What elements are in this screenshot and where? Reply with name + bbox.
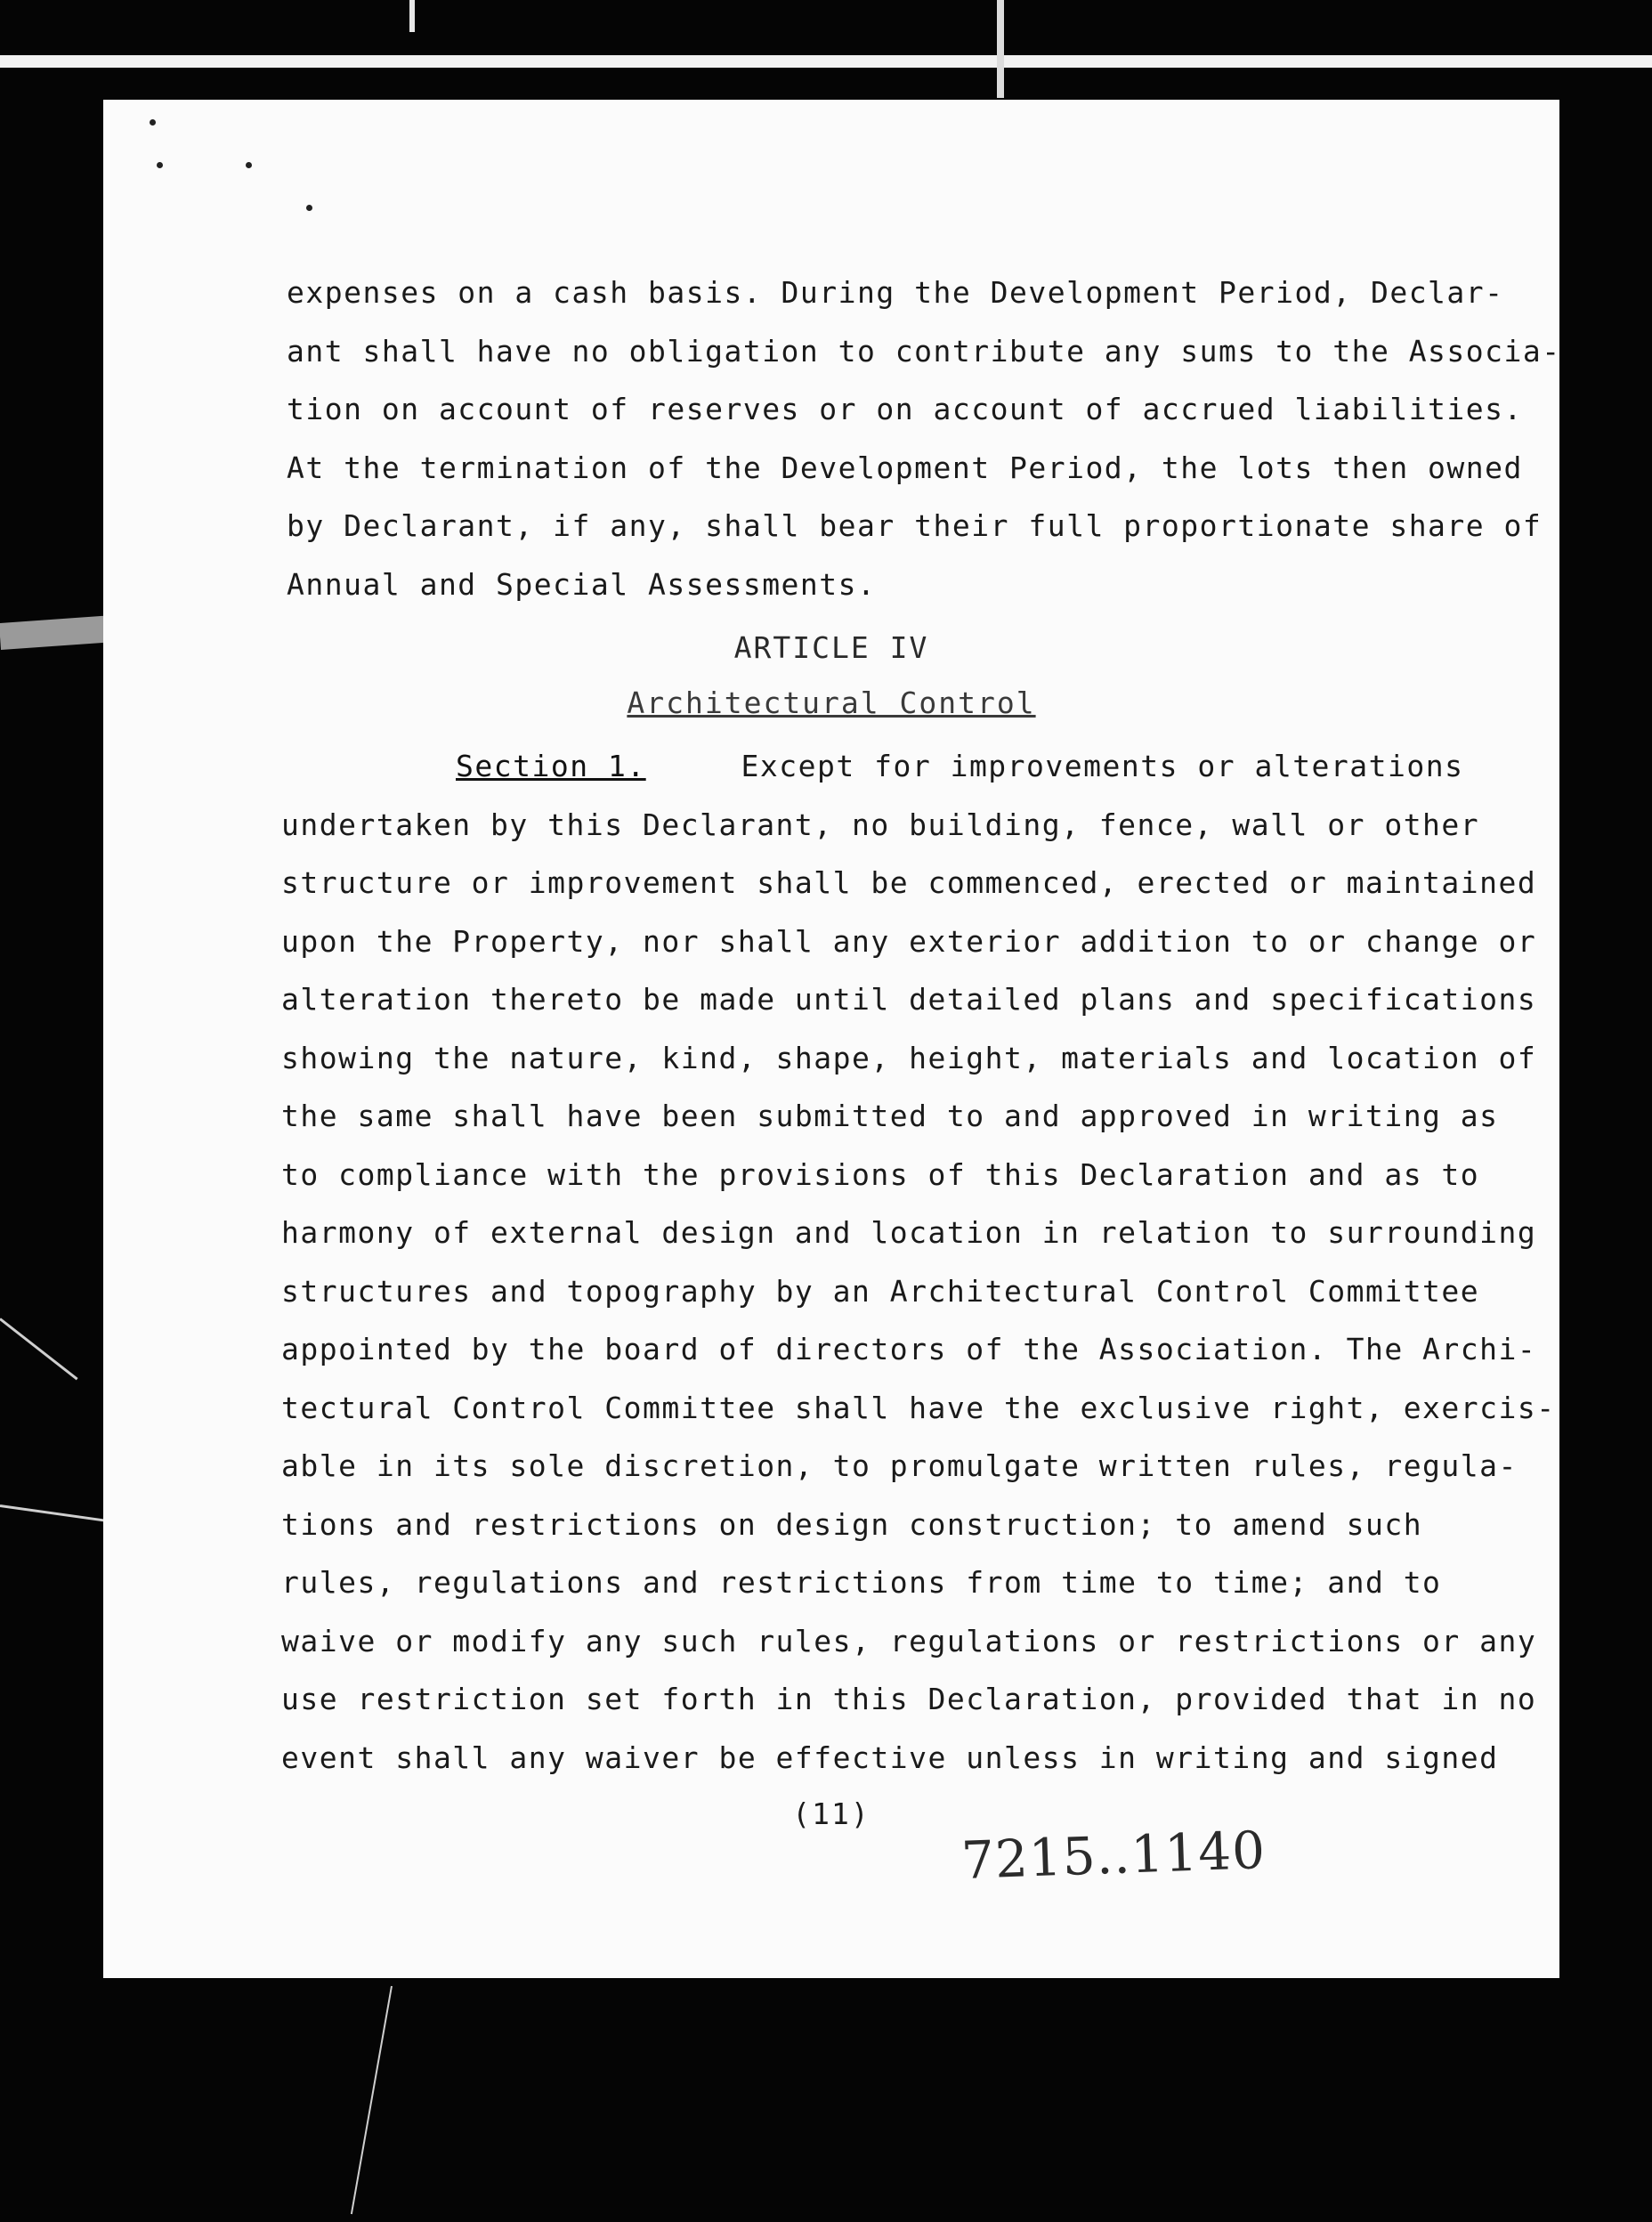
scan-speck [150,119,156,126]
recording-stamp: 7215..1140 [960,1820,1267,1891]
text-line: to compliance with the provisions of this Declaration and as to [281,1156,1480,1192]
scan-artifact-mark [997,0,1004,98]
section-first-line-text: Except for improvements or alterations [741,749,1464,783]
article-title: ARTICLE IV [733,630,929,665]
scan-artifact-streak [351,1986,393,2214]
scan-speck [306,205,312,211]
text-line: alteration thereto be made until detailed plans and specifications [281,982,1537,1017]
section-1-paragraph [281,737,1556,1787]
text-line: showing the nature, kind, shape, height, materials and location of [281,1040,1537,1075]
text-line: undertaken by this Declarant, no building, fence, wall or other [281,807,1480,842]
text-line: use restriction set forth in this Declaration, provided that in no [281,1682,1537,1716]
section-label: Section 1. [456,749,646,783]
scan-artifact-streak [0,1504,106,1522]
paragraph-continuation [287,264,1561,613]
scan-artifact-streak [0,1318,78,1380]
text-line: At the termination of the Development Period, the lots then owned [287,450,1523,485]
text-line: appointed by the board of directors of the Association. The Archi- [281,1332,1537,1366]
text-line: structure or improvement shall be commenced, erected or maintained [281,865,1537,900]
scan-artifact-mark [409,0,415,32]
text-line: rules, regulations and restrictions from time to time; and to [281,1565,1442,1600]
page-number: (11) [792,1796,871,1831]
text-line: harmony of external design and location in relation to surrounding [281,1215,1537,1250]
text-line: waive or modify any such rules, regulations or restrictions or any [281,1623,1537,1658]
section-first-line [281,737,1464,796]
text-line: upon the Property, nor shall any exterior addition to or change or [281,923,1537,959]
text-line: structures and topography by an Architectural Control Committee [281,1273,1480,1309]
article-subtitle: Architectural Control [627,685,1036,720]
scan-speck [246,162,252,168]
scan-top-border-rule [0,55,1652,68]
text-line: by Declarant, if any, shall bear their full proportionate share of [287,508,1543,543]
text-line: expenses on a cash basis. During the Development Period, Declar- [287,275,1504,310]
text-line: able in its sole discretion, to promulgate written rules, regula- [281,1448,1518,1483]
scan-speck [157,162,163,168]
text-line: event shall any waiver be effective unless in writing and signed [281,1739,1499,1775]
text-line: tectural Control Committee shall have the exclusive right, exercis- [281,1390,1556,1425]
text-line: tions and restrictions on design construction; to amend such [281,1506,1423,1542]
text-line: the same shall have been submitted to and approved in writing as [281,1099,1499,1133]
text-line: ant shall have no obligation to contribute any sums to the Associa- [287,333,1561,369]
text-line: Annual and Special Assessments. [287,566,877,602]
text-line: tion on account of reserves or on account of accrued liabilities. [287,392,1523,426]
scan-artifact-streak [0,616,106,650]
